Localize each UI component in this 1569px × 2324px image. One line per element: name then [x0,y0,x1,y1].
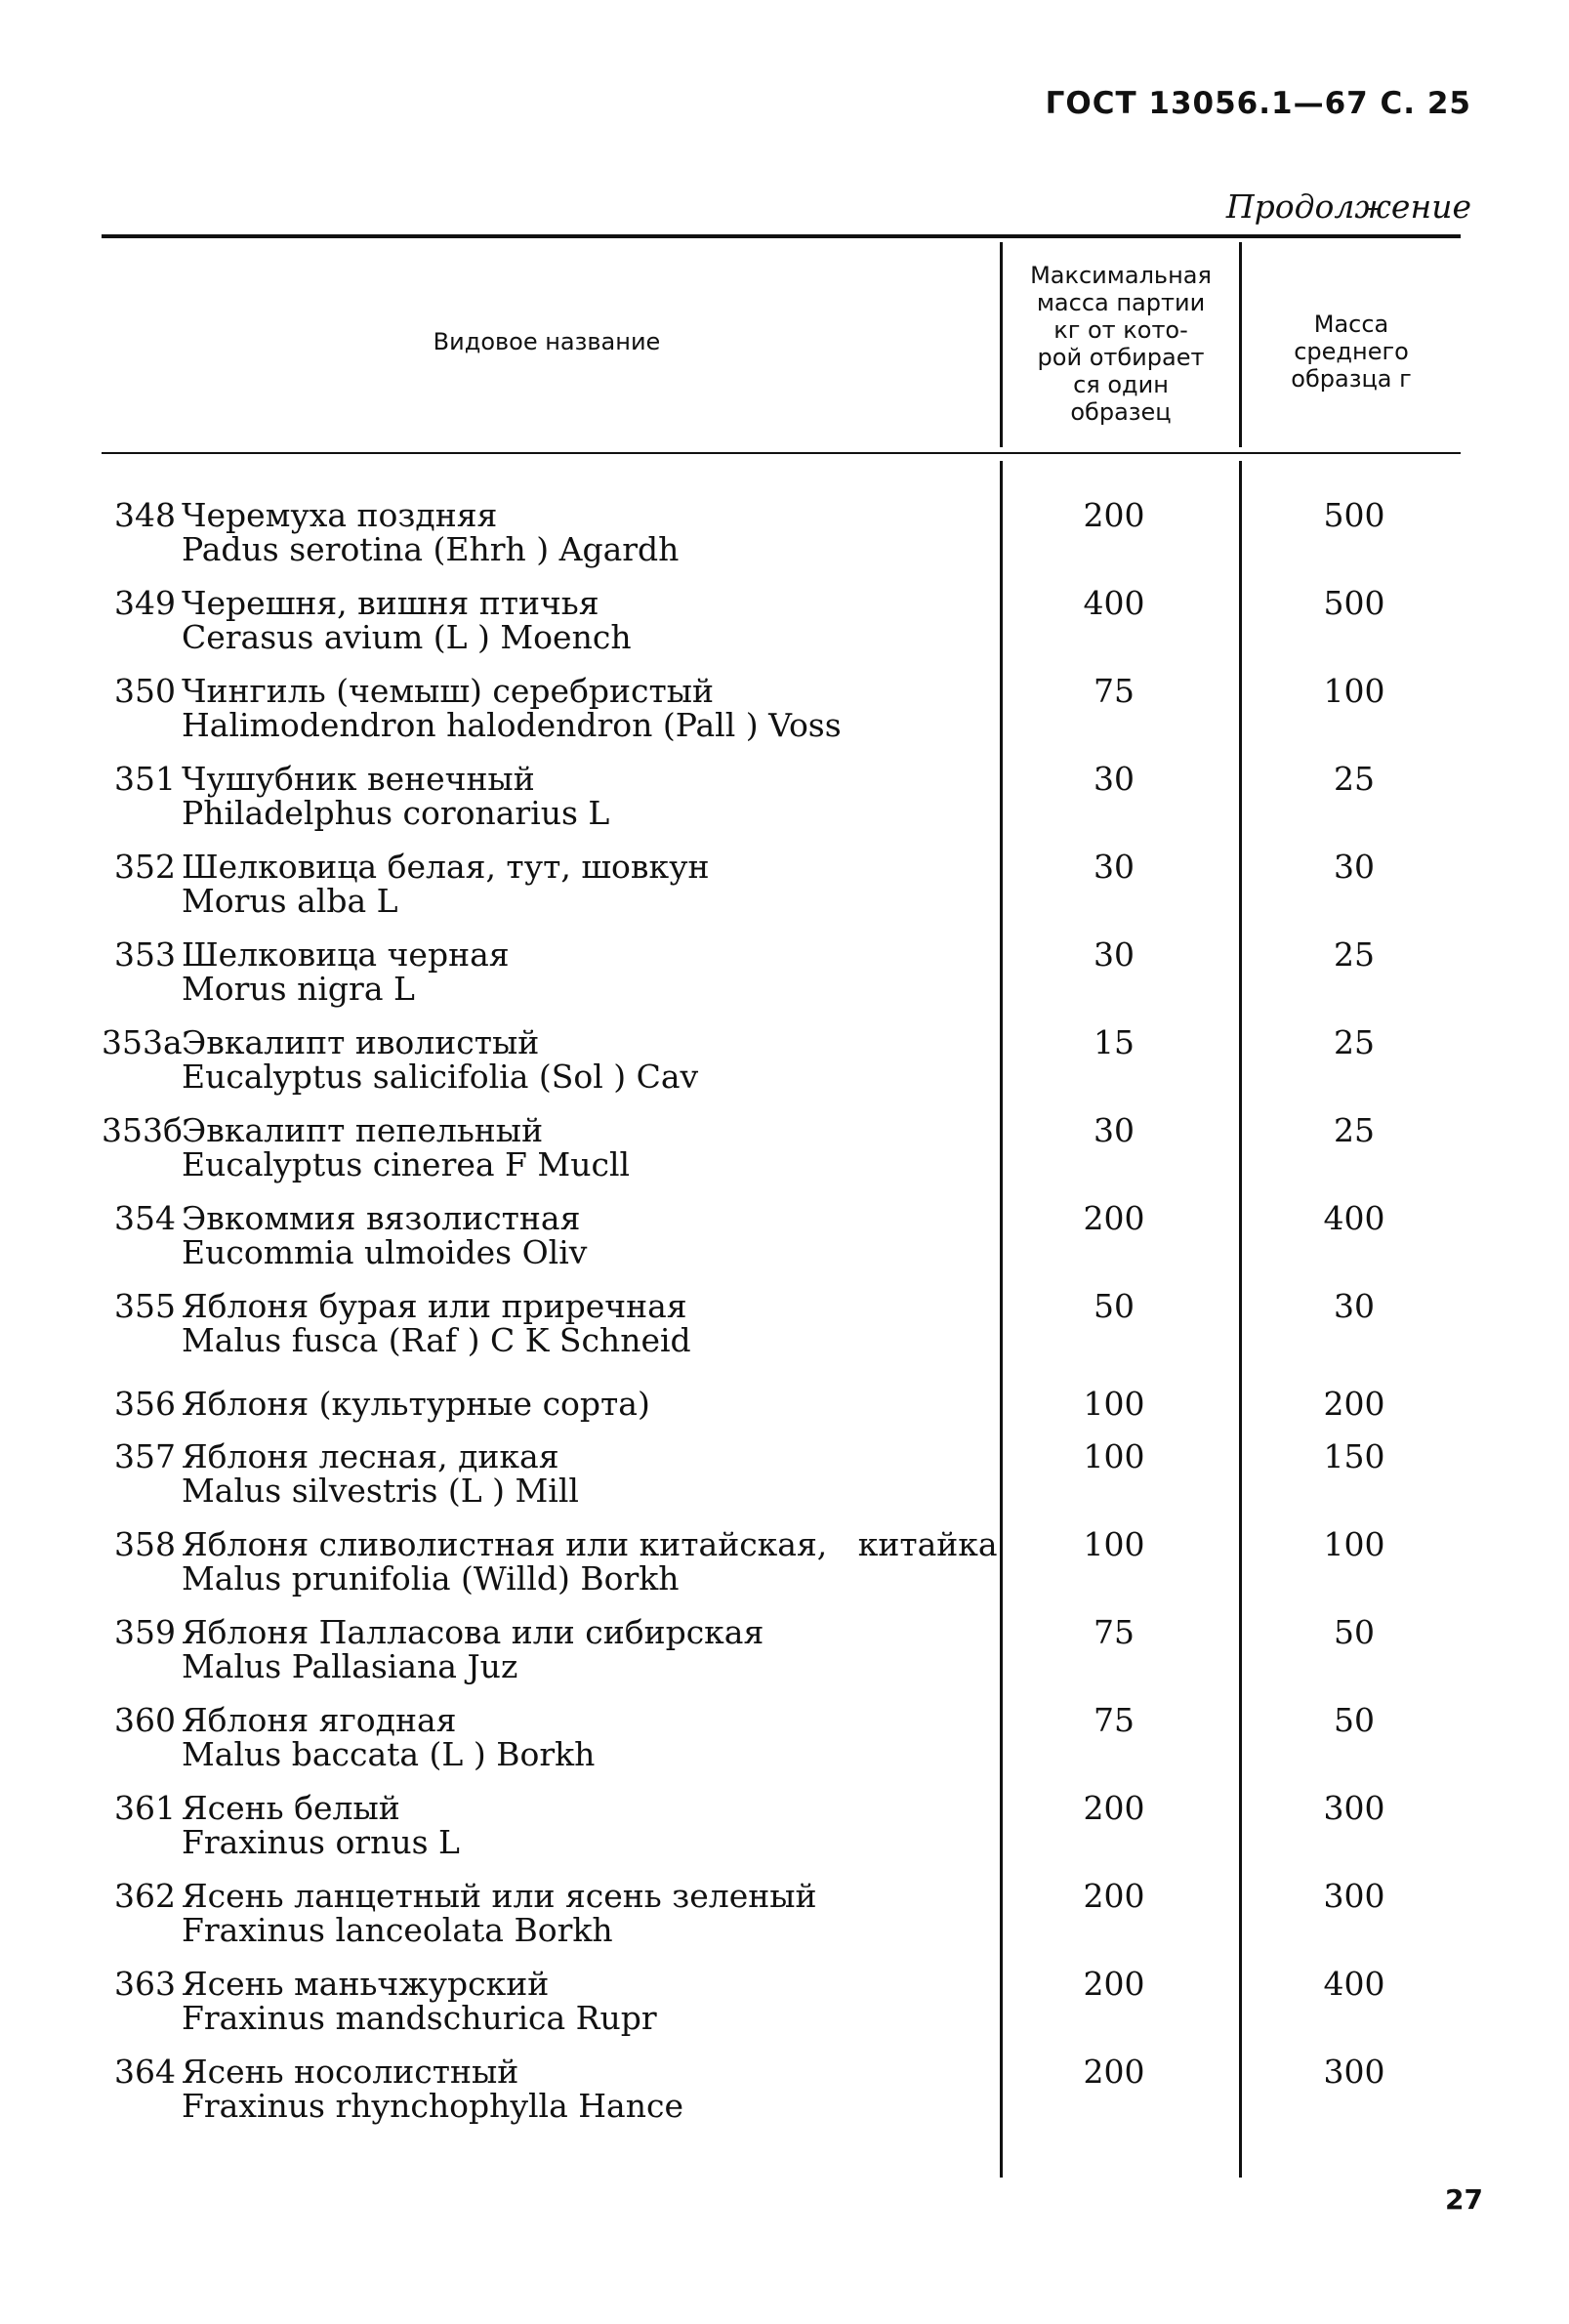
table-row [102,1439,1461,1521]
max-mass-value: 30 [1094,935,1135,974]
table-row [102,1025,1461,1107]
row-number: 353 [114,935,176,974]
column-header-max-mass [1003,262,1239,426]
species-name [182,1791,1080,1859]
max-mass-value: 15 [1094,1023,1135,1061]
sample-mass-value: 500 [1323,584,1385,622]
table-row [102,1967,1461,2049]
table-row [102,2054,1461,2137]
species-name-ru: Ясень носолистный [182,2053,519,2091]
species-name-ru: Чушубник венечный [182,760,535,798]
row-number: 361 [114,1789,176,1827]
species-name-latin: Morus alba L [182,882,398,920]
sample-mass-value: 300 [1323,2053,1385,2091]
species-name [182,1527,1080,1596]
max-mass-value: 100 [1083,1437,1145,1475]
species-name [182,1615,1080,1683]
species-name-latin: Morus nigra L [182,970,415,1008]
species-name-ru: Эвкалипт пепельный [182,1111,544,1149]
species-name-ru: Шелковица черная [182,935,510,974]
max-mass-value: 30 [1094,848,1135,886]
max-mass-value: 100 [1083,1385,1145,1423]
species-name-latin: Fraxinus mandschurica Rupr [182,1999,657,2037]
species-name-latin: Eucalyptus salicifolia (Sol ) Cav [182,1058,699,1096]
column-header-line: кг от кото- [1053,316,1188,344]
species-name-latin: Philadelphus coronarius L [182,794,610,832]
table-header-rule [102,452,1461,454]
max-mass-value: 75 [1094,1701,1135,1739]
table-row [102,1201,1461,1283]
row-number: 357 [114,1437,176,1475]
max-mass-value: 200 [1083,1965,1145,2003]
species-name-ru: Шелковица белая, тут, шовкун [182,848,710,886]
species-name-latin: Malus prunifolia (Willd) Borkh [182,1559,680,1598]
max-mass-value: 400 [1083,584,1145,622]
row-number: 362 [114,1877,176,1915]
max-mass-value: 200 [1083,496,1145,534]
species-name-latin: Fraxinus lanceolata Borkh [182,1911,613,1949]
species-name-latin: Cerasus avium (L ) Moench [182,618,632,656]
species-name-ru: Яблоня лесная, дикая [182,1437,559,1475]
species-name-ru: Черешня, вишня птичья [182,584,599,622]
species-name [182,1289,1080,1357]
species-name-ru: Эвкоммия вязолистная [182,1199,581,1237]
column-header-line: масса партии [1036,289,1206,316]
page-number: 27 [1445,2183,1483,2216]
species-name-ru: Яблоня ягодная [182,1701,457,1739]
sample-mass-value: 300 [1323,1789,1385,1827]
document-reference: ГОСТ 13056.1—67 С. 25 [1045,86,1471,121]
continuation-label: Продолжение [1225,187,1471,226]
column-header-line: Масса [1313,311,1389,338]
sample-mass-value: 25 [1334,1111,1375,1149]
table-row [102,498,1461,580]
species-name-latin: Fraxinus rhynchophylla Hance [182,2087,683,2125]
species-name [182,1025,1080,1094]
column-header-sample-mass [1242,311,1461,393]
table-top-rule [102,234,1461,238]
species-name [182,2054,1080,2123]
table-row [102,762,1461,844]
table-row [102,1113,1461,1195]
column-header-line: образец [1070,398,1172,426]
species-name-latin: Malus fusca (Raf ) C K Schneid [182,1321,691,1359]
species-name [182,850,1080,918]
max-mass-value: 200 [1083,1789,1145,1827]
species-name-latin: Padus serotina (Ehrh ) Agardh [182,530,680,568]
species-name-ru: Яблоня Палласова или сибирская [182,1613,764,1651]
row-number: 363 [114,1965,176,2003]
sample-mass-value: 100 [1323,1525,1385,1563]
table-row [102,1615,1461,1697]
row-number: 359 [114,1613,176,1651]
table-row [102,937,1461,1019]
species-name-ru: Черемуха поздняя [182,496,498,534]
max-mass-value: 75 [1094,1613,1135,1651]
column-header-line: ся один [1073,371,1169,398]
sample-mass-value: 100 [1323,672,1385,710]
species-name [182,1879,1080,1947]
species-name [182,937,1080,1006]
species-name-ru: Чингиль (чемыш) серебристый [182,672,715,710]
species-name-ru: Яблоня сливолистная или китайская, китайка [182,1525,998,1563]
table-row [102,1527,1461,1609]
max-mass-value: 200 [1083,2053,1145,2091]
table-row [102,586,1461,668]
row-number: 353а [102,1023,183,1061]
sample-mass-value: 300 [1323,1877,1385,1915]
table-row [102,1703,1461,1785]
species-name-ru: Яблоня (культурные сорта) [182,1385,650,1423]
sample-mass-value: 400 [1323,1965,1385,2003]
species-name-ru: Эвкалипт иволистый [182,1023,540,1061]
sample-mass-value: 400 [1323,1199,1385,1237]
species-name-latin: Malus Pallasiana Juz [182,1647,518,1685]
row-number: 358 [114,1525,176,1563]
sample-mass-value: 25 [1334,935,1375,974]
column-header-line: рой отбирает [1037,344,1205,371]
max-mass-value: 75 [1094,672,1135,710]
sample-mass-value: 200 [1323,1385,1385,1423]
species-name [182,1967,1080,2035]
column-header-line: Максимальная [1030,262,1212,289]
max-mass-value: 100 [1083,1525,1145,1563]
sample-mass-value: 25 [1334,760,1375,798]
row-number: 352 [114,848,176,886]
table-row [102,1387,1461,1432]
sample-mass-value: 30 [1334,1287,1375,1325]
species-name-latin: Fraxinus ornus L [182,1823,460,1861]
species-name-ru: Яблоня бурая или приречная [182,1287,687,1325]
sample-mass-value: 500 [1323,496,1385,534]
row-number: 349 [114,584,176,622]
species-name [182,1387,1080,1421]
column-header-name: Видовое название [433,328,661,355]
species-name-latin: Malus baccata (L ) Borkh [182,1735,596,1773]
table-row [102,674,1461,756]
table-row [102,1289,1461,1371]
sample-mass-value: 50 [1334,1613,1375,1651]
row-number: 364 [114,2053,176,2091]
row-number: 356 [114,1385,176,1423]
max-mass-value: 50 [1094,1287,1135,1325]
sample-mass-value: 25 [1334,1023,1375,1061]
sample-mass-value: 30 [1334,848,1375,886]
row-number: 353б [102,1111,183,1149]
max-mass-value: 30 [1094,1111,1135,1149]
species-name-ru: Ясень белый [182,1789,400,1827]
sample-mass-value: 150 [1323,1437,1385,1475]
column-header-line: образца г [1291,365,1412,393]
sample-mass-value: 50 [1334,1701,1375,1739]
row-number: 360 [114,1701,176,1739]
table-row [102,1791,1461,1873]
max-mass-value: 200 [1083,1199,1145,1237]
max-mass-value: 30 [1094,760,1135,798]
species-name [182,1439,1080,1508]
row-number: 351 [114,760,176,798]
species-name-latin: Eucommia ulmoides Oliv [182,1233,588,1271]
species-name [182,1113,1080,1182]
species-name-latin: Eucalyptus cinerea F Mucll [182,1145,631,1183]
column-header-line: среднего [1294,338,1409,365]
row-number: 355 [114,1287,176,1325]
row-number: 350 [114,672,176,710]
table-row [102,1879,1461,1961]
species-name [182,674,1080,742]
species-name [182,1201,1080,1269]
max-mass-value: 200 [1083,1877,1145,1915]
species-name [182,1703,1080,1771]
row-number: 354 [114,1199,176,1237]
species-name-latin: Malus silvestris (L ) Mill [182,1472,579,1510]
species-name-ru: Ясень маньчжурский [182,1965,550,2003]
table-row [102,850,1461,932]
species-name [182,762,1080,830]
species-name-latin: Halimodendron halodendron (Pall ) Voss [182,706,842,744]
row-number: 348 [114,496,176,534]
species-name [182,586,1080,654]
species-name [182,498,1080,566]
species-name-ru: Ясень ланцетный или ясень зеленый [182,1877,817,1915]
